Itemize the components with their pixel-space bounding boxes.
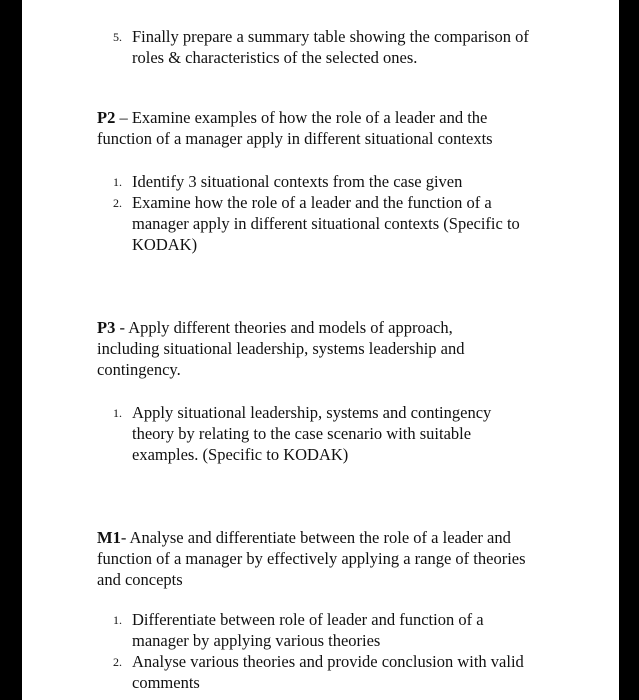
- section-code: M1: [97, 528, 121, 547]
- list-item: [113, 402, 533, 465]
- item-text: Differentiate between role of leader and function of a manager by applying various theories: [132, 610, 484, 650]
- item-text: Analyse various theories and provide conclusion with valid comments: [132, 652, 524, 692]
- list-item: [113, 26, 553, 68]
- section-m1-list: [113, 609, 533, 693]
- item-number: 2.: [113, 655, 122, 669]
- section-heading-text: Analyse and differentiate between the role of a leader and function of a manager by effectively applying a range of theories and concepts: [97, 528, 526, 589]
- section-p2-list: [113, 171, 548, 255]
- item-number: 1.: [113, 175, 122, 189]
- item-text: Apply situational leadership, systems and contingency theory by relating to the case scenario with suitable examples. (Specific to KODAK): [132, 403, 492, 464]
- section-p3-heading: P3 - Apply different theories and models of approach, including situational leadership, systems leadership and contingency.: [97, 318, 465, 379]
- item-text: Examine how the role of a leader and the function of a manager apply in different situational contexts (Specific to KODAK): [132, 193, 520, 254]
- item-number: 1.: [113, 613, 122, 627]
- section-p2-heading: P2 – Examine examples of how the role of a leader and the function of a manager apply in different situational contexts: [97, 108, 493, 148]
- list-item: [113, 171, 548, 192]
- section-code: P2: [97, 108, 116, 127]
- list-item: [113, 192, 548, 255]
- list-item: [113, 609, 533, 651]
- item-text: Identify 3 situational contexts from the case given: [132, 172, 463, 191]
- item-number: 2.: [113, 196, 122, 210]
- item-number: 1.: [113, 406, 122, 420]
- section-code: P3: [97, 318, 116, 337]
- item-text: Finally prepare a summary table showing the comparison of roles & characteristics of the selected ones.: [132, 27, 529, 67]
- item-number: 5.: [113, 30, 122, 44]
- list-item: [113, 651, 533, 693]
- section-heading-text: Examine examples of how the role of a leader and the function of a manager apply in different situational contexts: [97, 108, 493, 148]
- section-m1-heading: M1- Analyse and differentiate between the role of a leader and function of a manager by effectively applying a range of theories and concepts: [97, 528, 526, 589]
- section-p3-list: [113, 402, 533, 465]
- section-heading-text: Apply different theories and models of approach, including situational leadership, systems leadership and contingency.: [97, 318, 465, 379]
